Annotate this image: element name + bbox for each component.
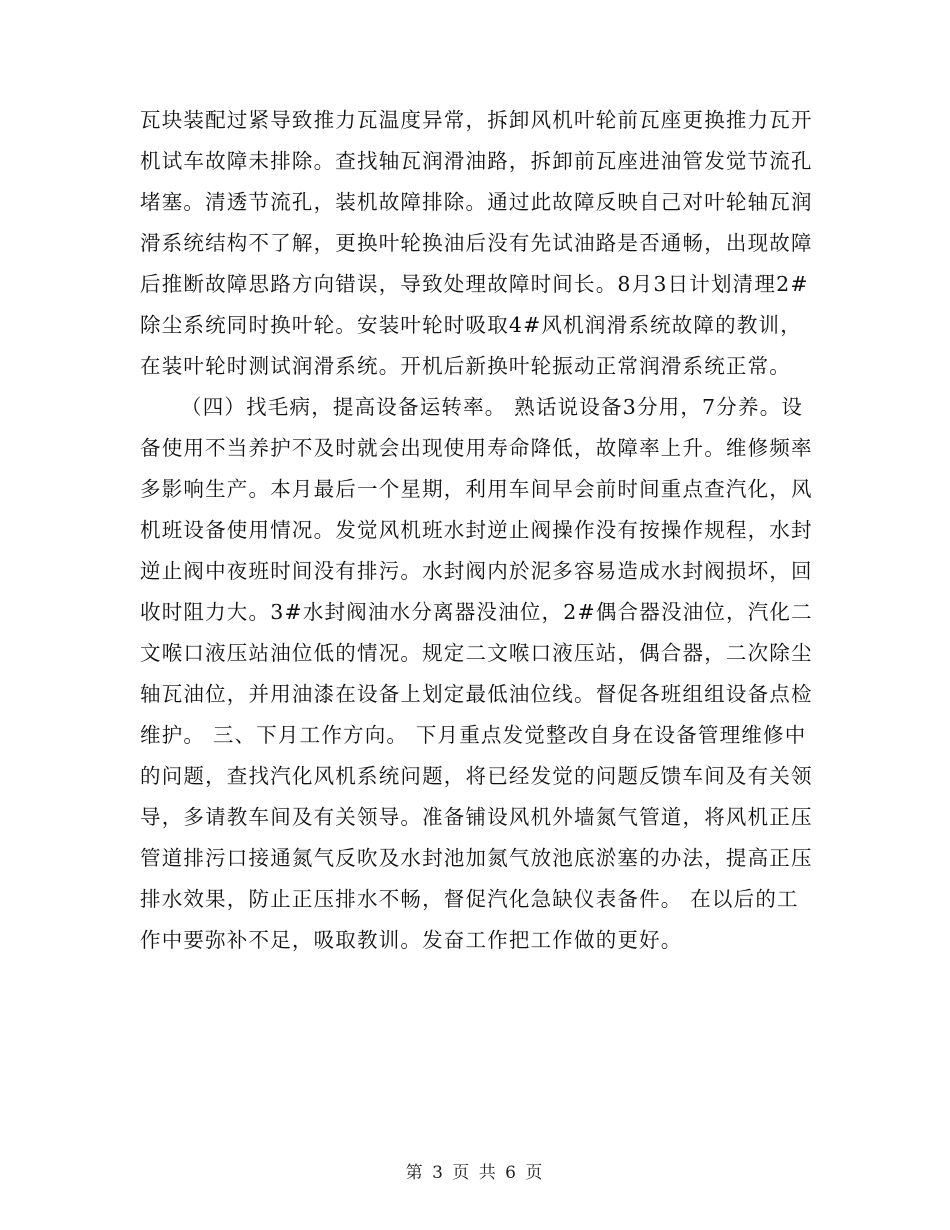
body-paragraph-1: 瓦块装配过紧导致推力瓦温度异常，拆卸风机叶轮前瓦座更换推力瓦开机试车故障未排除。查找轴瓦润滑油路，拆卸前瓦座进油管发觉节流孔堵塞。清透节流孔，装机故障排除。通过此故障反映自己对叶轮轴瓦润滑系统结构不了解，更换叶轮换油后没有先试油路是否通畅，出现故障后推断故障思路方向错误，导致处理故障时间长。8月3日计划清理2#除尘系统同时换叶轮。安装叶轮时吸取4#风机润滑系统故障的教训，在装叶轮时测试润滑系统。开机后新换叶轮振动正常润滑系统正常。	[140, 108, 813, 378]
document-body	[140, 100, 820, 961]
page-number-label: 第 3 页 共 6 页	[405, 1163, 545, 1183]
body-paragraph-2: （四）找毛病，提高设备运转率。 熟话说设备3分用，7分养。设备使用不当养护不及时就会出现使用寿命降低，故障率上升。维修频率多影响生产。本月最后一个星期，利用车间早会前时间重点查汽化，风机班设备使用情况。发觉风机班水封逆止阀操作没有按操作规程，水封逆止阀中夜班时间没有排污。水封阀内於泥多容易造成水封阀损坏，回收时阻力大。3#水封阀油水分离器没油位，2#偶合器没油位，汽化二文喉口液压站油位低的情况。规定二文喉口液压站，偶合器，二次除尘轴瓦油位，并用油漆在设备上划定最低油位线。督促各班组组设备点检维护。 三、下月工作方向。 下月重点发觉整改自身在设备管理维修中的问题，查找汽化风机系统问题，将已经发觉的问题反馈车间及有关领导，多请教车间及有关领导。准备铺设风机外墙氮气管道，将风机正压管道排污口接通氮气反吹及水封池加氮气放池底淤塞的办法，提高正压排水效果，防止正压排水不畅，督促汽化急缺仪表备件。 在以后的工作中要弥补不足，吸取教训。发奋工作把工作做的更好。	[140, 395, 813, 952]
page-footer	[0, 1158, 950, 1183]
